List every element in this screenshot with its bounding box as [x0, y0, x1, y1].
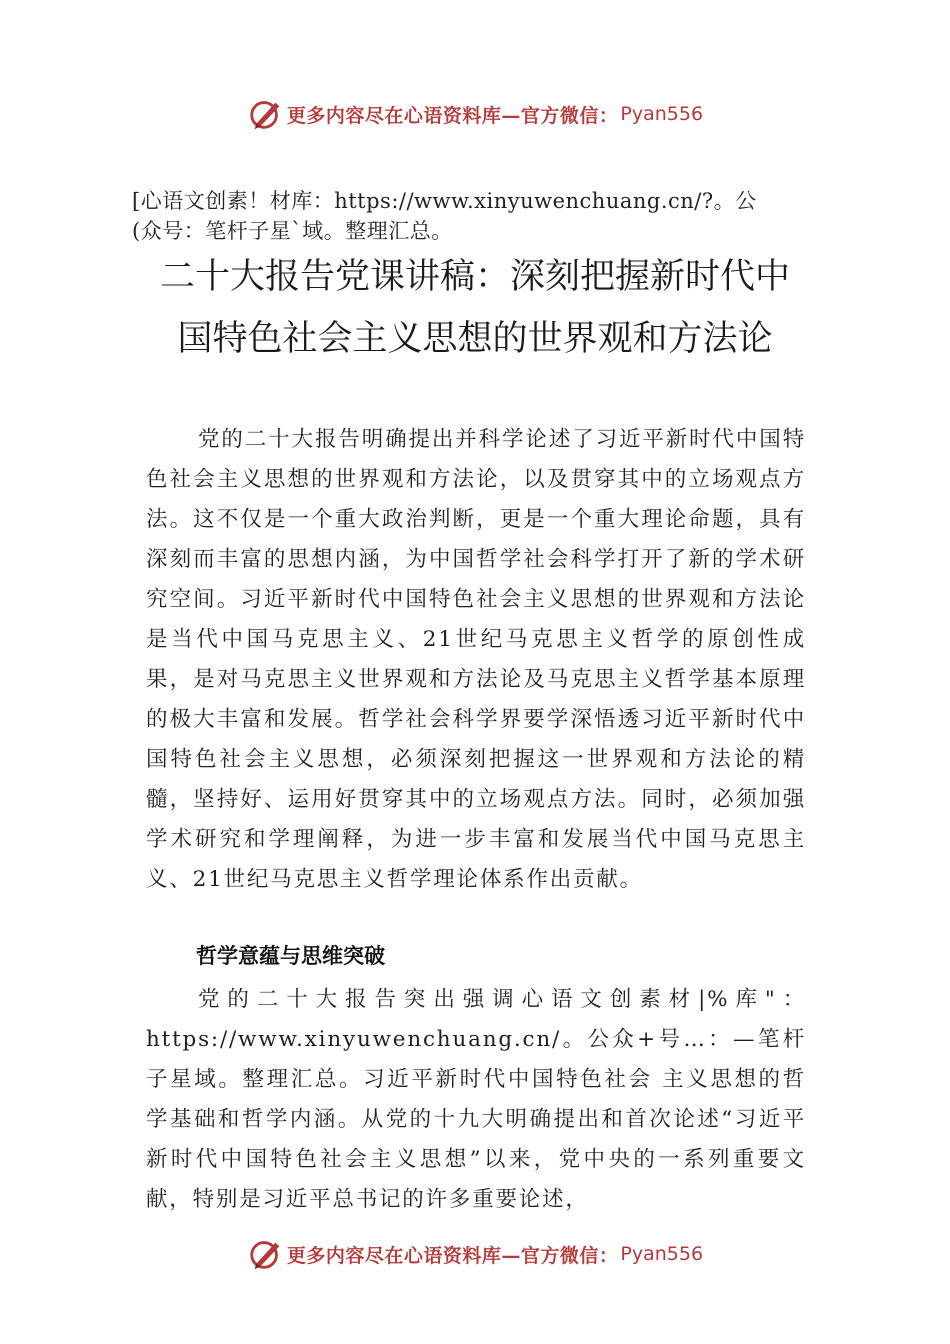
body-paragraph: 党的二十大报告突出强调心语文创素材|%库"：https://www.xinyuwenchuang.cn/。公众+号…：—笔杆子星域。整理汇总。习近平新时代中国特色社会 主义思想的哲学基础和哲学内涵。从党的十九大明确提出和首次论述“习近平新时代中国特色社会主义思想”以来，党中央的一系列重要文献，特别是习近平总书记的许多重要论述， — [146, 987, 806, 1212]
header-banner — [0, 94, 950, 134]
banner-text: 更多内容尽在心语资料库—官方微信： — [286, 104, 619, 127]
title-line-2: 国特色社会主义思想的世界观和方法论 — [177, 319, 773, 359]
pen-logo-icon — [247, 1235, 285, 1273]
banner-wechat-id: Pyan556 — [620, 1243, 704, 1265]
document-title — [100, 246, 850, 370]
source-note — [132, 186, 832, 246]
intro-paragraph: 党的二十大报告明确提出并科学论述了习近平新时代中国特色社会主义思想的世界观和方法论，以及贯穿其中的立场观点方法。这不仅是一个重大政治判断，更是一个重大理论命题，具有深刻而丰富的思想内涵，为中国哲学社会科学打开了新的学术研究空间。习近平新时代中国特色社会主义思想的世界观和方法论是当代中国马克思主义、21世纪马克思主义哲学的原创性成果，是对马克思主义世界观和方法论及马克思主义哲学基本原理的极大丰富和发展。哲学社会科学界要学深悟透习近平新时代中国特色社会主义思想，必须深刻把握这一世界观和方法论的精髓，坚持好、运用好贯穿其中的立场观点方法。同时，必须加强学术研究和学理阐释，为进一步丰富和发展当代中国马克思主义、21世纪马克思主义哲学理论体系作出贡献。 — [146, 427, 806, 892]
banner-wechat-id: Pyan556 — [620, 103, 704, 125]
pen-logo-icon — [247, 95, 285, 133]
title-line-1: 二十大报告党课讲稿：深刻把握新时代中 — [159, 257, 790, 297]
source-line-1: [心语文创素！材库：https://www.xinyuwenchuang.cn/?。公 — [132, 189, 757, 213]
footer-banner — [0, 1234, 950, 1274]
source-line-2: (众号：笔杆子星`域。整理汇总。 — [132, 219, 453, 243]
section-heading: 哲学意蕴与思维突破 — [196, 944, 385, 968]
banner-text: 更多内容尽在心语资料库—官方微信： — [286, 1244, 619, 1267]
